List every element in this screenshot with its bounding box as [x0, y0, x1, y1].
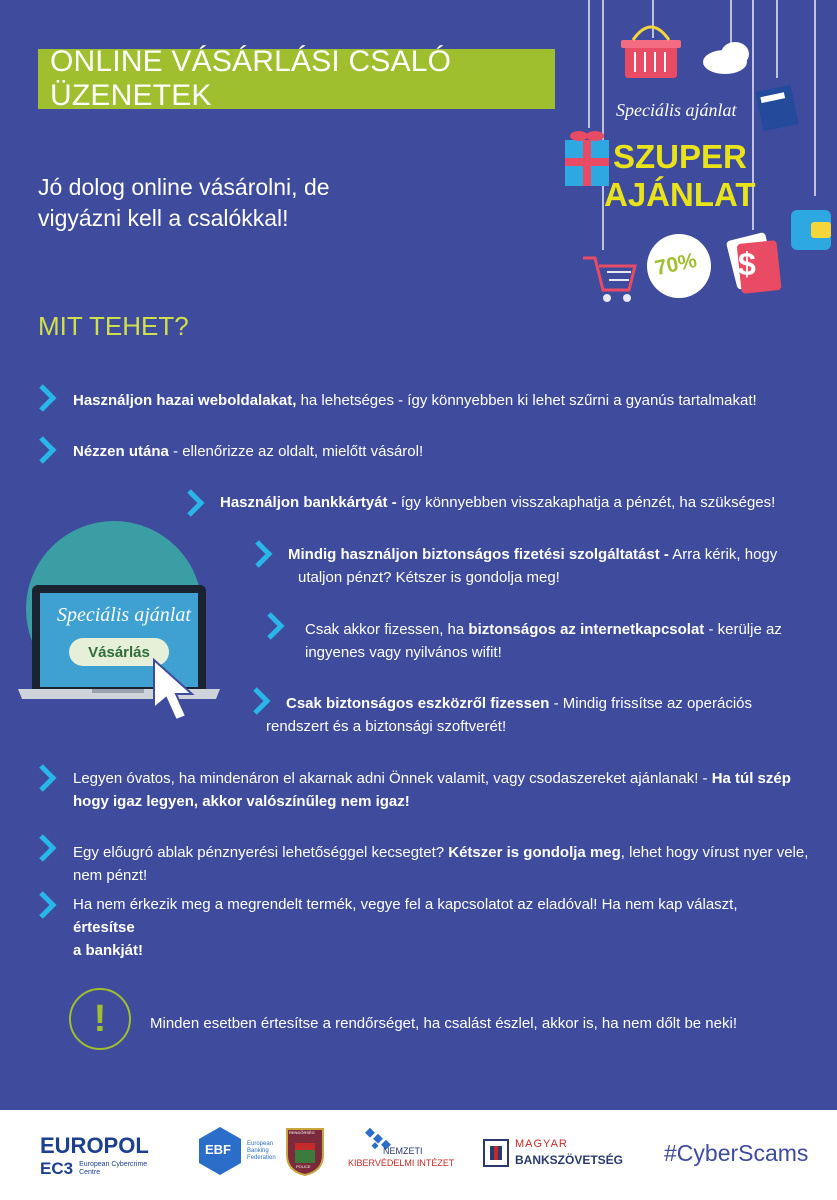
bank-emblem-icon	[483, 1139, 509, 1167]
tip-4-text: Arra kérik, hogy	[668, 546, 778, 563]
tip-5-bold: biztonságos az internetkapcsolat	[468, 621, 705, 638]
promo-special-offer: Speciális ajánlat	[616, 100, 737, 120]
tip-8-text: , lehet hogy vírust nyer vele, nem pénzt!	[73, 844, 809, 884]
warning-text: Minden esetben értesítse a rendőrséget, ha csalást észlel, akkor is, ha nem dőlt be neki!	[150, 1015, 737, 1032]
tip-7	[73, 767, 803, 813]
tip-6-line2: rendszert és a biztonsági szoftverét!	[266, 718, 507, 735]
tip-4-bold: Mindig használjon biztonságos fizetési szolgáltatást -	[288, 546, 669, 563]
tip-7-bold2: hogy igaz legyen, akkor valószínűleg nem igaz!	[73, 793, 410, 810]
warning-icon	[69, 988, 131, 1050]
section-title: MIT TEHET?	[38, 311, 189, 341]
chevron-icon	[38, 764, 58, 792]
tip-6	[266, 692, 752, 738]
chevron-icon	[38, 384, 58, 412]
nki-line-1: NEMZETI	[383, 1146, 423, 1156]
tip-2-bold: Nézzen utána	[73, 443, 169, 460]
police-text: RENDŐRSÉG	[289, 1130, 315, 1135]
tip-8	[73, 841, 837, 887]
cloud-icon	[703, 42, 749, 74]
nki-logo	[345, 1125, 457, 1175]
tip-2-text: - ellenőrizze az oldalt, mielőtt vásárol!	[168, 443, 424, 460]
page-title: ONLINE VÁSÁRLÁSI CSALÓ ÜZENETEK	[50, 45, 452, 112]
basket-icon	[621, 27, 681, 78]
tip-3	[220, 491, 775, 514]
tip-7-pre: Legyen óvatos, ha mindenáron el akarnak adni Önnek valamit, vagy csodaszereket ajánlanak! -	[73, 770, 712, 787]
promo-super-line-1: SZUPER	[613, 138, 747, 175]
laptop-special-offer: Speciális ajánlat	[57, 604, 191, 626]
chevron-icon	[186, 489, 206, 517]
subtitle-line-1: Jó dolog online vásárolni, de	[38, 174, 330, 200]
tip-9-bold: értesítse	[73, 919, 135, 936]
ebf-subtitle: European Banking Federation	[247, 1141, 276, 1161]
laptop-buy-button: Vásárlás	[69, 638, 169, 666]
warning-mark: !	[93, 997, 107, 1040]
tip-1-bold: Használjon hazai weboldalakat,	[73, 392, 297, 409]
tip-9-pre: Ha nem érkezik meg a megrendelt termék, vegye fel a kapcsolatot az eladóval! Ha nem kap választ,	[73, 896, 738, 913]
tip-5-pre: Csak akkor fizessen, ha	[305, 621, 469, 638]
tip-1-text: ha lehetséges - így könnyebben ki lehet szűrni a gyanús tartalmakat!	[296, 392, 757, 409]
ec3-wordmark: EC3	[40, 1159, 74, 1178]
tip-5-line2: ingyenes vagy nyilvános wifit!	[305, 644, 502, 661]
police-logo	[283, 1125, 327, 1175]
promo-dollar: $	[738, 246, 756, 282]
promo-super-line-2: AJÁNLAT	[604, 176, 756, 213]
tip-3-bold: Használjon bankkártyát -	[220, 494, 397, 511]
chevron-icon	[266, 612, 286, 640]
bank-line-1: MAGYAR	[515, 1138, 568, 1150]
hashtag: #CyberScams	[664, 1140, 809, 1166]
tip-2	[73, 440, 423, 463]
ec3-subtitle-2: Centre	[79, 1169, 101, 1176]
subtitle	[38, 172, 418, 234]
subtitle-line-2: vigyázni kell a csalókkal!	[38, 205, 289, 231]
tip-8-pre: Egy előugró ablak pénznyerési lehetőséggel kecsegtet?	[73, 844, 449, 861]
ebf-logo	[195, 1125, 280, 1175]
bank-association-logo	[483, 1125, 628, 1175]
bank-line-2: BANKSZÖVETSÉG	[515, 1153, 624, 1167]
tip-3-text: így könnyebben visszakaphatja a pénzét, ha szükséges!	[396, 494, 776, 511]
tip-6-text: - Mindig frissítse az operációs	[549, 695, 752, 712]
chevron-icon	[254, 540, 274, 568]
ec3-subtitle	[79, 1161, 147, 1177]
police-subtext: POLICE	[296, 1164, 311, 1169]
tip-5-text: - kerülje az	[704, 621, 782, 638]
chevron-icon	[38, 834, 58, 862]
ebf-wordmark: EBF	[205, 1142, 231, 1157]
tip-5	[305, 618, 782, 664]
tip-6-bold: Csak biztonságos eszközről fizessen	[286, 695, 550, 712]
promo-percent: 70%	[652, 248, 699, 281]
chevron-icon	[38, 891, 58, 919]
europol-logo	[40, 1125, 175, 1178]
tip-8-bold: Kétszer is gondolja meg	[448, 844, 621, 861]
shopping-bag-icon	[755, 85, 799, 132]
chevron-icon	[38, 436, 58, 464]
tip-4	[288, 543, 777, 589]
cart-icon	[583, 258, 635, 302]
tip-1	[73, 389, 757, 412]
title-banner	[38, 45, 555, 112]
tip-9	[73, 893, 803, 962]
wallet-icon	[791, 210, 831, 250]
tip-7-bold: Ha túl szép	[711, 770, 791, 787]
ec3-subtitle-1: European Cybercrime	[79, 1161, 148, 1168]
cursor-icon	[148, 656, 218, 726]
promo-super-offer	[604, 138, 756, 214]
nki-line-2: KIBERVÉDELMI INTÉZET	[348, 1158, 455, 1168]
europol-wordmark: EUROPOL	[40, 1133, 149, 1158]
tip-9-bold2: a bankját!	[73, 942, 144, 959]
tip-4-line2: utaljon pénzt? Kétszer is gondolja meg!	[298, 569, 560, 586]
